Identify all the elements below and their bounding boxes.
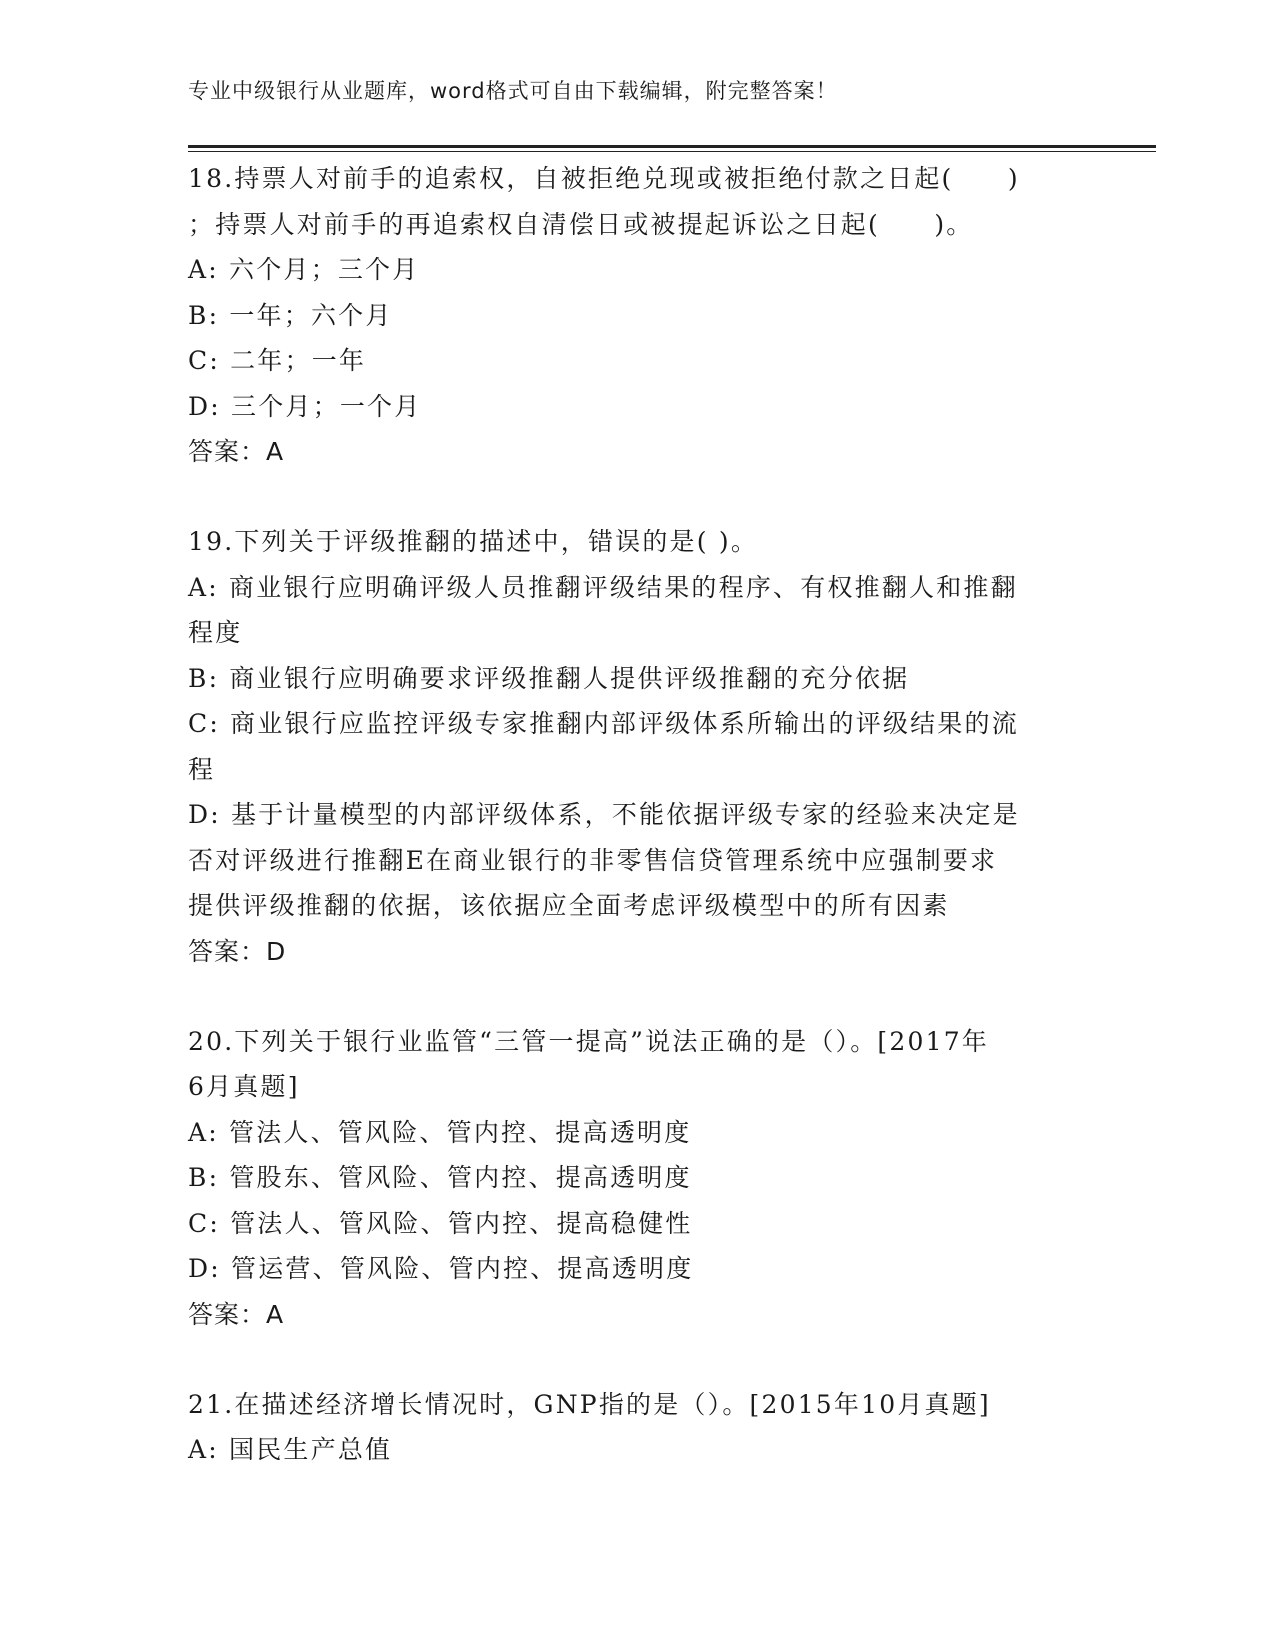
page-header: 专业中级银行从业题库，word格式可自由下载编辑，附完整答案！: [188, 79, 838, 103]
question-stem-line: 18.持票人对前手的追索权，自被拒绝兑现或被拒绝付款之日起( ): [188, 164, 1020, 193]
option-a: A: 管法人、管风险、管内控、提高透明度: [188, 1117, 692, 1147]
option-a-continued: 程度: [188, 618, 243, 647]
header-rule-thick: [188, 145, 1156, 148]
option-b: B: 一年；六个月: [188, 300, 393, 330]
question-stem-line: 21.在描述经济增长情况时，GNP指的是（）。[2015年10月真题]: [188, 1389, 991, 1419]
option-b: B: 商业银行应明确要求评级推翻人提供评级推翻的充分依据: [188, 663, 910, 693]
option-d: D: 基于计量模型的内部评级体系，不能依据评级专家的经验来决定是: [188, 800, 1020, 829]
option-a: A: 国民生产总值: [188, 1435, 393, 1464]
option-d: D: 三个月；一个月: [188, 391, 422, 421]
question-20: [188, 1019, 1088, 1338]
option-a: A: 六个月；三个月: [188, 255, 420, 284]
question-21: [188, 1382, 1088, 1473]
question-stem-line: 6月真题]: [188, 1072, 300, 1101]
header-rule-thin: [188, 151, 1156, 152]
question-stem-line: 19.下列关于评级推翻的描述中，错误的是( )。: [188, 527, 759, 556]
option-c: C: 二年；一年: [188, 346, 367, 375]
answer-line: 答案：A: [188, 1299, 285, 1329]
question-stem-line: ；持票人对前手的再追索权自清偿日或被提起诉讼之日起( )。: [188, 209, 974, 239]
question-list: [188, 156, 1088, 1517]
option-d-continued: 否对评级进行推翻E在商业银行的非零售信贷管理系统中应强制要求: [188, 845, 998, 875]
option-d-continued: 提供评级推翻的依据，该依据应全面考虑评级模型中的所有因素: [188, 891, 950, 920]
question-19: [188, 519, 1088, 975]
option-a: A: 商业银行应明确评级人员推翻评级结果的程序、有权推翻人和推翻: [188, 572, 1018, 602]
option-b: B: 管股东、管风险、管内控、提高透明度: [188, 1163, 692, 1192]
answer-line: 答案：D: [188, 936, 287, 966]
option-d: D: 管运营、管风险、管内控、提高透明度: [188, 1254, 694, 1283]
option-c: C: 管法人、管风险、管内控、提高稳健性: [188, 1208, 693, 1238]
answer-line: 答案：A: [188, 437, 285, 466]
option-c-continued: 程: [188, 754, 216, 784]
question-18: [188, 156, 1088, 475]
question-stem-line: 20.下列关于银行业监管“三管一提高”说法正确的是（）。[2017年: [188, 1026, 989, 1056]
option-c: C: 商业银行应监控评级专家推翻内部评级体系所输出的评级结果的流: [188, 709, 1019, 738]
